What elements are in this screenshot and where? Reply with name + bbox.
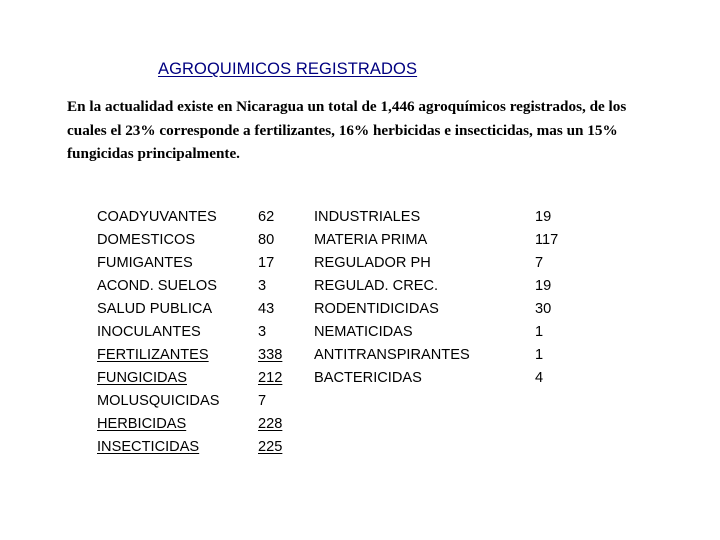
category-count: 338 — [258, 347, 283, 363]
category-count: 225 — [258, 439, 283, 455]
category-count: 212 — [258, 370, 283, 386]
left-count-column — [258, 206, 282, 459]
category-count: 4 — [535, 370, 544, 386]
category-count: 3 — [258, 278, 267, 294]
category-count: 7 — [535, 255, 544, 271]
category-count: 62 — [258, 209, 275, 225]
category-count: 43 — [258, 301, 275, 317]
category-name: RODENTIDICIDAS — [314, 301, 439, 317]
category-name: DOMESTICOS — [97, 232, 196, 248]
category-name: ANTITRANSPIRANTES — [314, 347, 470, 363]
category-count: 7 — [258, 393, 267, 409]
left-category-column — [97, 206, 219, 459]
category-name: REGULAD. CREC. — [314, 278, 439, 294]
category-count: 19 — [535, 209, 552, 225]
category-name: INSECTICIDAS — [97, 439, 200, 455]
category-name: BACTERICIDAS — [314, 370, 422, 386]
category-count: 19 — [535, 278, 552, 294]
right-count-column — [535, 206, 558, 390]
category-count: 17 — [258, 255, 275, 271]
category-name: FERTILIZANTES — [97, 347, 209, 363]
category-name: INOCULANTES — [97, 324, 201, 340]
category-name: ACOND. SUELOS — [97, 278, 218, 294]
category-name: FUNGICIDAS — [97, 370, 187, 386]
page-title: AGROQUIMICOS REGISTRADOS — [158, 60, 418, 78]
category-name: FUMIGANTES — [97, 255, 193, 271]
category-name: MATERIA PRIMA — [314, 232, 428, 248]
category-count: 1 — [535, 324, 544, 340]
category-name: COADYUVANTES — [97, 209, 217, 225]
category-count: 228 — [258, 416, 283, 432]
category-count: 30 — [535, 301, 552, 317]
right-category-column — [314, 206, 470, 390]
category-name: SALUD PUBLICA — [97, 301, 213, 317]
category-name: INDUSTRIALES — [314, 209, 421, 225]
category-name: HERBICIDAS — [97, 416, 187, 432]
category-name: NEMATICIDAS — [314, 324, 413, 340]
category-name: REGULADOR PH — [314, 255, 431, 271]
intro-paragraph: En la actualidad existe en Nicaragua un total de 1,446 agroquímicos registrados, de los cuales el 23% corresponde a fertilizantes, 16% herbicidas e insecticidas, mas un 15% fungicidas principalmente. — [67, 98, 627, 162]
category-count: 80 — [258, 232, 275, 248]
category-name: MOLUSQUICIDAS — [97, 393, 220, 409]
category-count: 117 — [535, 232, 559, 248]
category-count: 1 — [535, 347, 544, 363]
category-count: 3 — [258, 324, 267, 340]
